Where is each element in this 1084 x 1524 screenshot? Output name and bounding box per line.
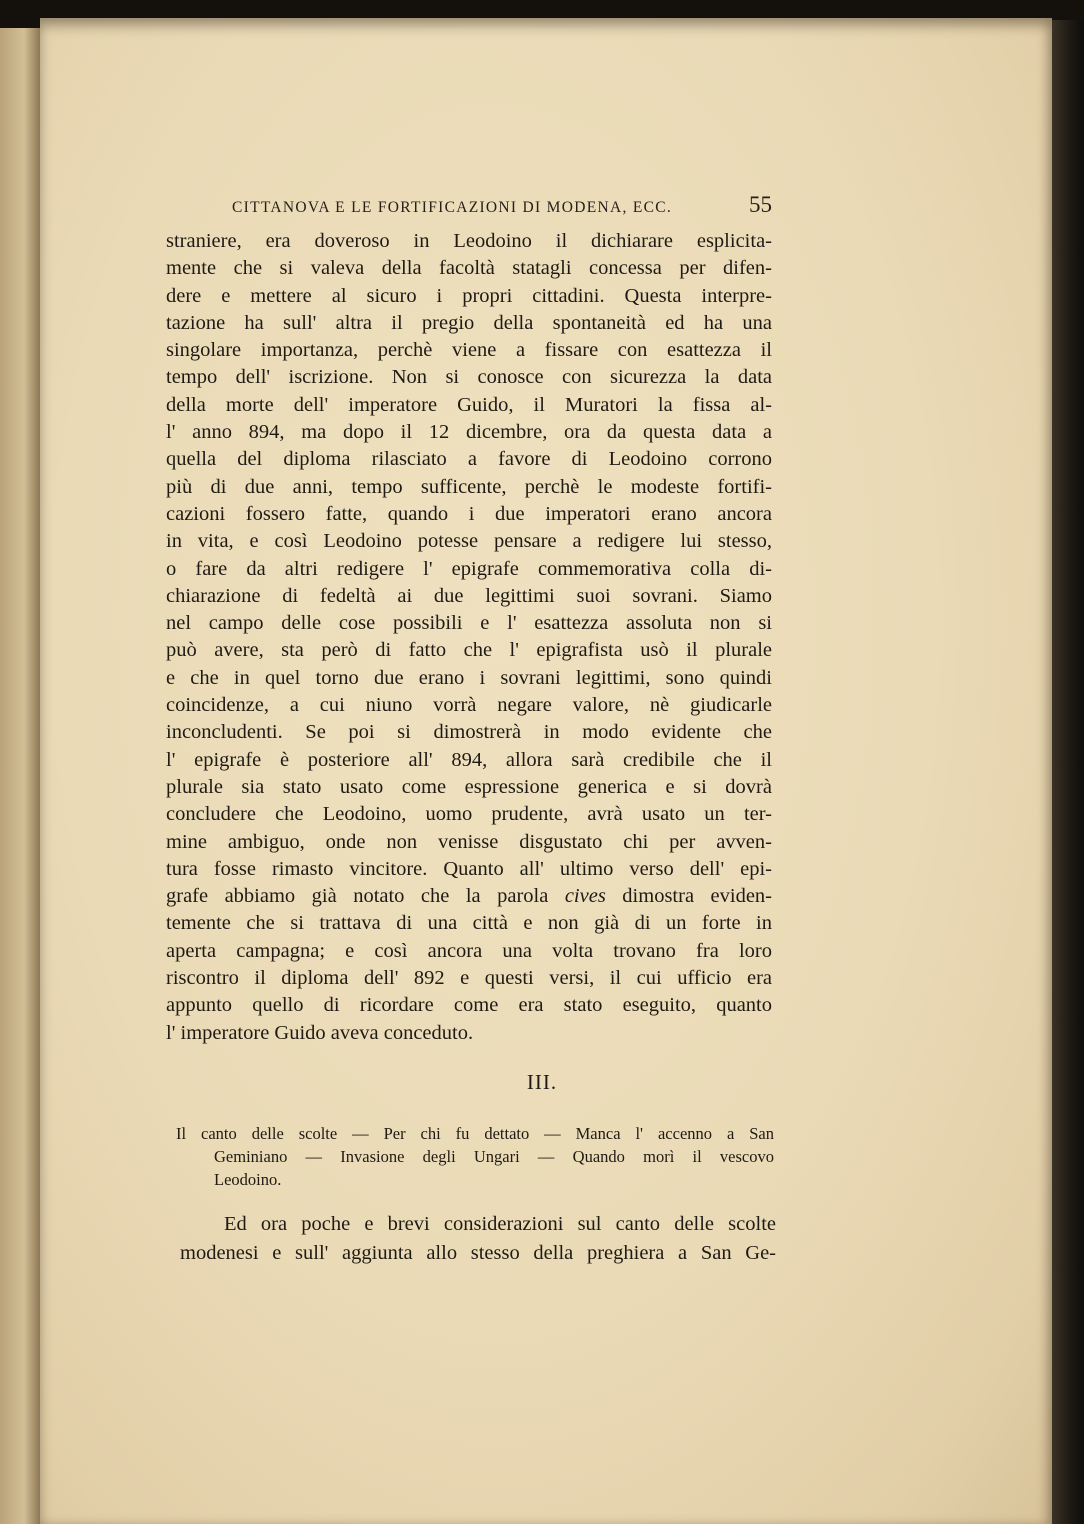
text-line: Ed ora poche e brevi considerazioni sul canto delle scolte: [224, 1213, 776, 1235]
text-line: straniere, era doveroso in Leodoino il dichiarare esplicita-: [166, 230, 772, 252]
text-line: grafe abbiamo già notato che la parola cives dimostra eviden-: [166, 885, 772, 908]
text-line: coincidenze, a cui niuno vorrà negare valore, nè giudicarle: [166, 694, 772, 717]
text-line: inconcludenti. Se poi si dimostrerà in modo evidente che: [166, 721, 772, 744]
text-line: riscontro il diploma dell' 892 e questi versi, il cui ufficio era: [166, 967, 772, 990]
text-line: della morte dell' imperatore Guido, il Muratori la fissa al-: [166, 393, 772, 416]
text-line: l' epigrafe è posteriore all' 894, allora sarà credibile che il: [166, 748, 772, 771]
text-line: modenesi e sull' aggiunta allo stesso della preghiera a San Ge-: [180, 1242, 776, 1264]
text-line: chiarazione di fedeltà ai due legittimi suoi sovrani. Siamo: [166, 584, 772, 607]
text-line: tura fosse rimasto vincitore. Quanto all' ultimo verso dell' epi-: [166, 857, 772, 880]
page-number: 55: [749, 192, 772, 217]
text-line: plurale sia stato usato come espressione generica e si dovrà: [166, 775, 772, 798]
section-heading: III.: [526, 1070, 558, 1094]
text-line: l' imperatore Guido aveva conceduto.: [166, 1021, 474, 1044]
text-line: in vita, e così Leodoino potesse pensare a redigere lui stesso,: [166, 530, 772, 553]
summary-line: Il canto delle scolte — Per chi fu dettato — Manca l' accenno a San: [176, 1124, 774, 1143]
running-title: CITTANOVA E LE FORTIFICAZIONI DI MODENA, ECC.: [232, 199, 673, 216]
text-line: e che in quel torno due erano i sovrani legittimi, sono quindi: [166, 666, 772, 689]
text-line: o fare da altri redigere l' epigrafe commemorativa colla di-: [166, 557, 772, 580]
text-line: nel campo delle cose possibili e l' esattezza assoluta non si: [166, 612, 772, 635]
section-summary: [176, 1122, 774, 1191]
summary-line: Leodoino.: [214, 1170, 282, 1189]
text-line: concludere che Leodoino, uomo prudente, avrà usato un ter-: [166, 803, 772, 826]
text-line: cazioni fossero fatte, quando i due imperatori erano ancora: [166, 502, 772, 525]
running-head: [232, 192, 772, 218]
text-line: tazione ha sull' altra il pregio della spontaneità ed ha una: [166, 311, 772, 334]
text-line: aperta campagna; e così ancora una volta trovano fra loro: [166, 939, 772, 962]
book-edge-right: [1052, 20, 1084, 1524]
text-line: mente che si valeva della facoltà statagli concessa per difen-: [166, 257, 772, 280]
book-gutter-left: [0, 28, 40, 1524]
text-line: singolare importanza, perchè viene a fissare con esattezza il: [166, 339, 772, 362]
summary-line: Geminiano — Invasione degli Ungari — Quando morì il vescovo: [214, 1147, 774, 1166]
section-opening-text: [180, 1210, 776, 1268]
text-line: l' anno 894, ma dopo il 12 dicembre, ora da questa data a: [166, 421, 772, 444]
text-line: temente che si trattava di una città e non già di un forte in: [166, 912, 772, 935]
text-line: può avere, sta però di fatto che l' epigrafista usò il plurale: [166, 639, 772, 662]
text-line: tempo dell' iscrizione. Non si conosce con sicurezza la data: [166, 366, 772, 389]
text-line: mine ambiguo, onde non venisse disgustato chi per avven-: [166, 830, 772, 853]
text-line: più di due anni, tempo sufficente, perchè le modeste fortifi-: [166, 475, 772, 498]
text-line: quella del diploma rilasciato a favore di Leodoino corrono: [166, 448, 772, 471]
text-line: dere e mettere al sicuro i propri cittadini. Questa interpre-: [166, 284, 772, 307]
text-line: appunto quello di ricordare come era stato eseguito, quanto: [166, 994, 772, 1017]
body-text: [166, 228, 772, 1047]
